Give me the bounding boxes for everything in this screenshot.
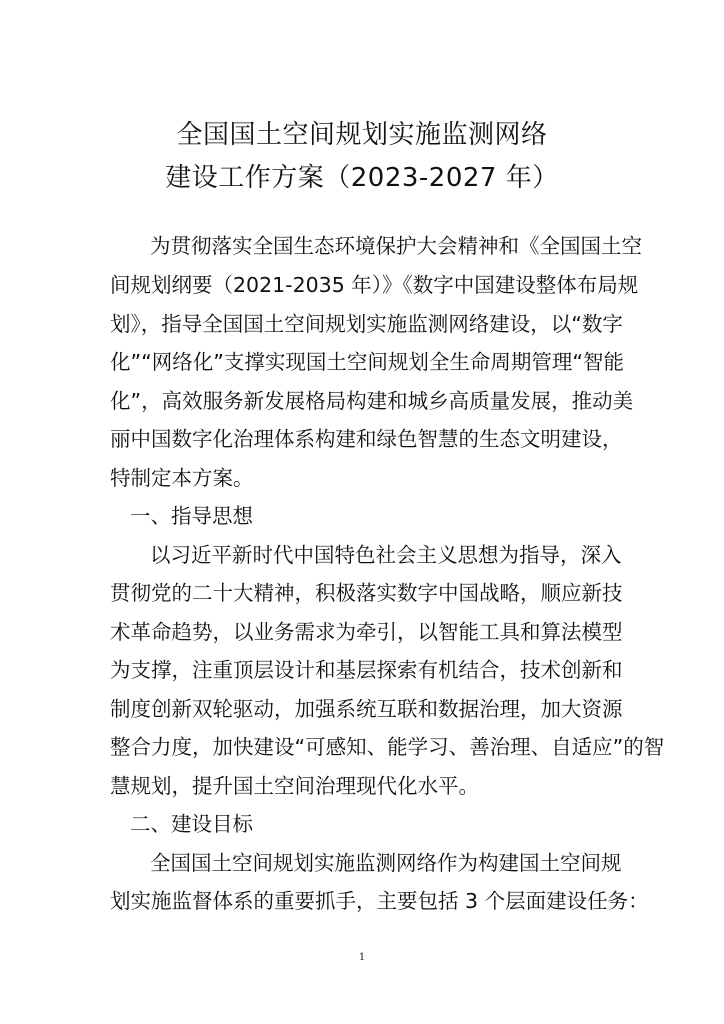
paragraph-line: 特制定本方案。 [110,466,254,490]
paragraph-line: 间规划纲要（2021-2035 年）》《数字中国建设整体布局规 [110,273,639,297]
paragraph-line: 整合力度，加快建设“可感知、能学习、善治理、自适应”的智 [110,735,665,759]
paragraph-line: 划》，指导全国国土空间规划实施监测网络建设，以“数字 [110,312,623,336]
paragraph-line: 为支撑，注重顶层设计和基层探索有机结合，技术创新和 [110,658,623,682]
paragraph-line: 贯彻党的二十大精神，积极落实数字中国战略，顺应新技 [110,581,623,605]
paragraph-line: 慧规划，提升国土空间治理现代化水平。 [110,774,479,798]
paragraph-line: 以习近平新时代中国特色社会主义思想为指导，深入 [150,543,622,567]
paragraph-line: 化”“网络化”支撑实现国土空间规划全生命周期管理“智能 [110,350,624,374]
section-heading-guiding-ideology: 一、指导思想 [130,504,253,528]
paragraph-line: 术革命趋势，以业务需求为牵引，以智能工具和算法模型 [110,620,623,644]
paragraph-line: 为贯彻落实全国生态环境保护大会精神和《全国国土空 [150,234,642,258]
paragraph-line: 全国国土空间规划实施监测网络作为构建国土空间规 [150,851,622,875]
paragraph-line: 丽中国数字化治理体系构建和绿色智慧的生态文明建设， [110,427,623,451]
section-heading-construction-goals: 二、建设目标 [130,812,253,836]
paragraph-line: 划实施监督体系的重要抓手，主要包括 3 个层面建设任务： [110,889,649,913]
paragraph-line: 制度创新双轮驱动，加强系统互联和数据治理，加大资源 [110,697,623,721]
document-title-line-2: 建设工作方案（2023-2027 年） [165,163,559,193]
document-title-line-1: 全国国土空间规划实施监测网络 [176,120,548,150]
paragraph-line: 化”，高效服务新发展格局构建和城乡高质量发展，推动美 [110,389,634,413]
page-number: 1 [358,952,366,963]
